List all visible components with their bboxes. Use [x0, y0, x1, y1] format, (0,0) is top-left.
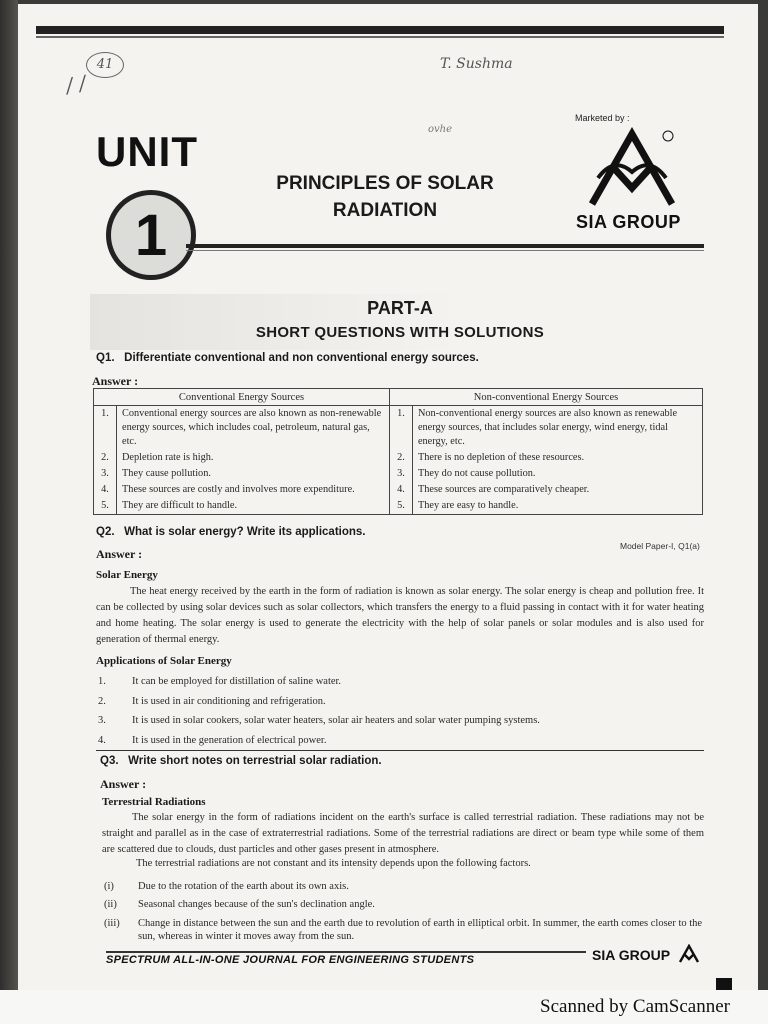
- row-number: 1.: [94, 406, 117, 451]
- list-number: 1.: [98, 676, 106, 687]
- table-row: [94, 466, 703, 482]
- list-text: It can be employed for distillation of saline water.: [132, 676, 342, 687]
- unit-number: 1: [134, 202, 168, 268]
- conventional-cell: These sources are costly and involves more expenditure.: [117, 482, 390, 498]
- row-number: 4.: [389, 482, 412, 498]
- marketed-by: Marketed by :: [575, 113, 630, 123]
- handwritten-name: T. Sushma: [440, 56, 513, 72]
- conventional-cell: Depletion rate is high.: [117, 450, 390, 466]
- list-text: Change in distance between the sun and the earth due to revolution of earth in elliptical orbit. In summer, the earth comes closer to the sun, whereas in winter it moves away from the sun.: [138, 918, 703, 942]
- handwritten-marks: / /: [64, 70, 88, 98]
- comparison-table: [93, 388, 703, 515]
- sia-logo-icon: [584, 126, 680, 212]
- row-number: 3.: [94, 466, 117, 482]
- list-text: It is used in the generation of electrical power.: [132, 735, 327, 746]
- non-conventional-cell: There is no depletion of these resources.: [412, 450, 702, 466]
- row-number: 3.: [389, 466, 412, 482]
- q1-heading: [96, 352, 479, 364]
- q2-question: What is solar energy? Write its applications.: [124, 526, 366, 538]
- list-item: [98, 715, 540, 726]
- list-text: It is used in solar cookers, solar water heaters, solar air heaters and solar water pumping systems.: [132, 715, 540, 726]
- list-item: [98, 696, 326, 707]
- sia-logo-icon: [678, 944, 700, 964]
- list-number: 3.: [98, 715, 106, 726]
- row-number: 2.: [389, 450, 412, 466]
- header-rule-thin: [186, 250, 704, 251]
- table-row: [94, 450, 703, 466]
- non-conventional-cell: Non-conventional energy sources are also known as renewable energy sources, that includes solar energy, wind energy, tidal energy, etc.: [412, 406, 702, 451]
- non-conventional-cell: They do not cause pollution.: [412, 466, 702, 482]
- conventional-cell: They are difficult to handle.: [117, 498, 390, 515]
- handwritten-circled-number: 41: [86, 52, 124, 78]
- q1-question: Differentiate conventional and non conventional energy sources.: [124, 352, 479, 364]
- q3-answer-label: Answer :: [100, 777, 147, 791]
- handwritten-note: ovhe: [428, 124, 453, 135]
- table-header-conventional: Conventional Energy Sources: [94, 389, 390, 406]
- list-text: Seasonal changes because of the sun's declination angle.: [138, 899, 375, 910]
- list-number: (i): [104, 881, 114, 892]
- non-conventional-cell: They are easy to handle.: [412, 498, 702, 515]
- model-paper-ref: Model Paper-I, Q1(a): [620, 541, 700, 551]
- footer-rule: [106, 951, 586, 953]
- part-title: PART-A: [367, 298, 433, 318]
- list-item: [98, 735, 326, 746]
- scan-shadow: [716, 978, 732, 990]
- table-header-row: [94, 389, 703, 406]
- scanner-watermark: Scanned by CamScanner: [540, 996, 730, 1017]
- top-rule: [36, 26, 724, 34]
- list-item: [98, 676, 341, 687]
- q1-answer-label: Answer :: [92, 374, 139, 388]
- q3-section-heading: Terrestrial Radiations: [102, 796, 206, 808]
- footer-journal: SPECTRUM ALL-IN-ONE JOURNAL FOR ENGINEERING STUDENTS: [106, 954, 475, 966]
- q2-heading: [96, 526, 365, 538]
- table-row: [94, 482, 703, 498]
- section-rule: [96, 750, 704, 751]
- part-subtitle: SHORT QUESTIONS WITH SOLUTIONS: [255, 324, 545, 341]
- list-item: [104, 881, 349, 892]
- q1-label: Q1.: [96, 352, 115, 364]
- factors-intro: The terrestrial radiations are not constant and its intensity depends upon the following factors.: [136, 858, 531, 869]
- q2-paragraph: The heat energy received by the earth in the form of radiation is known as solar energy. The solar energy is cheap and pollution free. It can be collected by using solar devices such as solar collectors, which transfers the energy to a fluid passing in contact with it for water heating and home heating. The solar energy is used to generate the electricity with the help of solar panels or solar modules and is also used for generation of thermal energy.: [96, 586, 704, 645]
- row-number: 5.: [389, 498, 412, 515]
- q3-label: Q3.: [100, 755, 119, 767]
- table-row: [94, 406, 703, 451]
- table-header-non-conventional: Non-conventional Energy Sources: [389, 389, 702, 406]
- list-text: It is used in air conditioning and refrigeration.: [132, 696, 326, 707]
- list-number: 2.: [98, 696, 106, 707]
- chapter-title-line2: RADIATION: [332, 200, 438, 221]
- list-number: 4.: [98, 735, 106, 746]
- conventional-cell: Conventional energy sources are also known as non-renewable energy sources, which includes coal, petroleum, natural gas, etc.: [117, 406, 390, 451]
- chapter-title: [250, 170, 520, 224]
- row-number: 1.: [389, 406, 412, 451]
- list-item: [104, 899, 375, 910]
- conventional-cell: They cause pollution.: [117, 466, 390, 482]
- header-rule: [186, 244, 704, 248]
- non-conventional-cell: These sources are comparatively cheaper.: [412, 482, 702, 498]
- chapter-title-line1: PRINCIPLES OF SOLAR: [276, 173, 494, 194]
- footer-brand: SIA GROUP: [592, 947, 671, 963]
- table-row: [94, 498, 703, 515]
- q2-answer-label: Answer :: [96, 547, 143, 561]
- q2-section-heading: Solar Energy: [96, 569, 158, 581]
- row-number: 4.: [94, 482, 117, 498]
- row-number: 2.: [94, 450, 117, 466]
- q3-heading: [100, 755, 382, 767]
- list-number: (iii): [104, 918, 120, 929]
- unit-number-badge: [106, 190, 196, 280]
- list-text: Due to the rotation of the earth about its own axis.: [138, 881, 349, 892]
- q3-paragraph: The solar energy in the form of radiations incident on the earth's surface is called terrestrial radiation. These radiations may not be straight and parallel as in the case of extraterrestrial radiations. Some of the terrestrial radiations are direct or beam type while some of them are scattered due to clouds, dust particles and other gases present in atmosphere.: [102, 812, 704, 855]
- row-number: 5.: [94, 498, 117, 515]
- top-rule-thin: [36, 36, 724, 38]
- list-item: [104, 917, 704, 943]
- scan-edge: [0, 0, 18, 1024]
- unit-label: UNIT: [96, 128, 198, 175]
- q3-question: Write short notes on terrestrial solar radiation.: [128, 755, 382, 767]
- brand-name: SIA GROUP: [576, 212, 681, 232]
- q2-label: Q2.: [96, 526, 115, 538]
- list-number: (ii): [104, 899, 117, 910]
- applications-heading: Applications of Solar Energy: [96, 655, 232, 667]
